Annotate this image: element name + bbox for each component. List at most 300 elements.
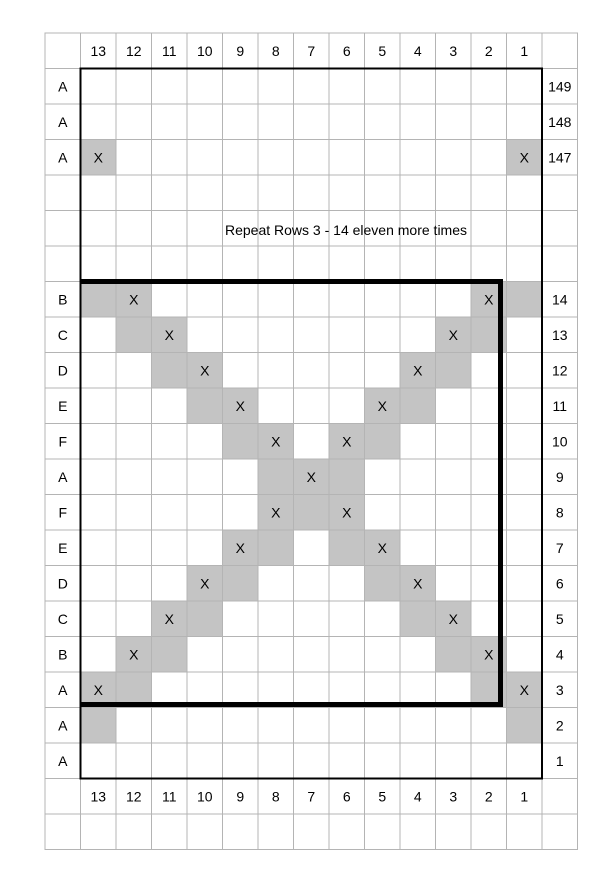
stitch-x-mark: X [271,433,281,450]
shaded-stitch-cell [223,566,259,602]
grid-cell [223,140,259,176]
grid-cell [400,637,436,673]
grid-cell [507,459,543,495]
grid-cell [116,140,152,176]
row-color-letter: C [57,610,68,627]
grid-cell [400,814,436,850]
stitch-x-mark: X [377,397,387,414]
grid-cell [152,140,188,176]
grid-cell [329,175,365,211]
row-color-letter: A [58,78,68,95]
grid-cell [471,140,507,176]
grid-cell [542,211,578,247]
row-number: 14 [552,291,568,308]
stitch-x-mark: X [306,468,316,485]
grid-cell [329,814,365,850]
grid-cell [507,814,543,850]
grid-cell [542,175,578,211]
grid-cells [45,33,578,850]
grid-cell [436,495,472,531]
grid-cell [329,708,365,744]
grid-cell [294,601,330,637]
grid-cell [294,566,330,602]
grid-cell [81,566,117,602]
grid-cell [365,601,401,637]
column-number-top: 1 [520,42,529,59]
grid-cell [116,175,152,211]
grid-cell [294,637,330,673]
grid-cell [294,388,330,424]
grid-cell [365,495,401,531]
grid-cell [116,566,152,602]
grid-cell [436,814,472,850]
shaded-stitch-cell [400,388,436,424]
grid-cell [116,69,152,105]
grid-cell [471,69,507,105]
column-number-top: 7 [307,42,316,59]
grid-cell [400,708,436,744]
grid-cell [81,353,117,389]
grid-cell [471,175,507,211]
grid-cell [258,317,294,353]
stitch-x-mark: X [164,326,174,343]
column-number-bottom: 5 [378,788,387,805]
grid-cell [223,317,259,353]
grid-cell [187,317,223,353]
grid-cell [81,388,117,424]
grid-cell [365,140,401,176]
grid-cell [329,317,365,353]
stitch-x-mark: X [519,149,529,166]
row-number: 12 [552,362,568,379]
stitch-x-mark: X [129,291,139,308]
shaded-stitch-cell [365,566,401,602]
grid-cell [223,743,259,779]
grid-cell [116,424,152,460]
row-color-letter: E [58,539,68,556]
column-number-top: 6 [342,42,351,59]
grid-cell [400,424,436,460]
grid-cell [507,175,543,211]
grid-cell [223,246,259,282]
grid-cell [223,104,259,140]
row-color-letter: A [58,468,68,485]
grid-cell [507,743,543,779]
grid-cell [152,743,188,779]
row-number: 13 [552,326,568,343]
grid-cell [294,708,330,744]
grid-cell [507,424,543,460]
grid-cell [152,246,188,282]
row-number: 6 [555,575,564,592]
grid-cell [507,246,543,282]
stitch-x-mark: X [484,291,494,308]
grid-cell [436,459,472,495]
grid-cell [45,779,81,815]
grid-cell [152,388,188,424]
grid-cell [187,459,223,495]
grid-cell [187,140,223,176]
column-number-top: 13 [90,42,107,59]
shaded-stitch-cell [365,424,401,460]
grid-cell [116,814,152,850]
grid-cell [152,69,188,105]
grid-cell [400,495,436,531]
grid-cell [223,637,259,673]
shaded-stitch-cell [258,459,294,495]
shaded-stitch-cell [400,601,436,637]
column-number-bottom: 3 [449,788,458,805]
grid-cell [365,743,401,779]
grid-cell [187,282,223,318]
grid-cell [116,530,152,566]
grid-cell [116,459,152,495]
column-number-top: 9 [236,42,245,59]
grid-cell [258,175,294,211]
grid-cell [507,211,543,247]
row-number: 9 [555,468,564,485]
shaded-stitch-cell [187,601,223,637]
grid-cell [365,282,401,318]
row-color-letter: A [58,752,68,769]
grid-cell [436,175,472,211]
grid-cell [329,282,365,318]
stitch-x-mark: X [93,681,103,698]
shaded-stitch-cell [187,388,223,424]
grid-cell [400,175,436,211]
grid-cell [187,424,223,460]
shaded-stitch-cell [152,637,188,673]
column-number-bottom: 4 [413,788,422,805]
row-color-letter: A [58,717,68,734]
grid-cell [223,175,259,211]
grid-cell [116,353,152,389]
stitch-x-mark: X [519,681,529,698]
grid-cell [329,246,365,282]
grid-cell [152,424,188,460]
grid-cell [329,353,365,389]
column-number-bottom: 9 [236,788,245,805]
grid-cell [329,601,365,637]
grid-cell [116,708,152,744]
shaded-stitch-cell [294,495,330,531]
grid-cell [258,814,294,850]
grid-cell [187,246,223,282]
grid-cell [81,69,117,105]
row-number: 2 [555,717,564,734]
stitch-x-mark: X [235,397,245,414]
grid-cell [152,708,188,744]
column-number-top: 10 [197,42,213,59]
column-number-bottom: 10 [197,788,213,805]
column-number-top: 3 [449,42,458,59]
row-number: 4 [555,646,564,663]
grid-cell [436,530,472,566]
grid-cell [471,211,507,247]
shaded-stitch-cell [436,637,472,673]
grid-cell [507,388,543,424]
grid-cell [507,530,543,566]
grid-cell [45,175,81,211]
row-color-letter: E [58,397,68,414]
grid-cell [152,104,188,140]
stitch-x-mark: X [342,433,352,450]
grid-cell [258,637,294,673]
grid-cell [542,33,578,69]
grid-cell [542,814,578,850]
grid-cell [187,743,223,779]
grid-cell [223,708,259,744]
column-number-top: 4 [413,42,422,59]
stitch-x-mark: X [235,539,245,556]
grid-cell [152,814,188,850]
grid-cell [471,708,507,744]
row-number: 149 [548,78,572,95]
grid-cell [365,353,401,389]
grid-cell [45,33,81,69]
grid-cell [81,814,117,850]
shaded-stitch-cell [436,353,472,389]
grid-cell [223,353,259,389]
row-color-letter: B [58,646,68,663]
column-number-bottom: 6 [342,788,351,805]
grid-cell [45,814,81,850]
row-color-letter: A [58,149,68,166]
shaded-stitch-cell [81,708,117,744]
stitch-x-mark: X [200,362,210,379]
grid-cell [507,317,543,353]
column-number-bottom: 12 [126,788,142,805]
column-number-top: 8 [271,42,280,59]
shaded-stitch-cell [81,282,117,318]
grid-cell [400,743,436,779]
grid-cell [436,246,472,282]
column-number-top: 2 [484,42,493,59]
row-color-letter: A [58,681,68,698]
grid-cell [507,353,543,389]
grid-cell [81,601,117,637]
shaded-stitch-cell [507,282,543,318]
stitch-x-mark: X [129,646,139,663]
grid-cell [116,246,152,282]
row-color-letter: F [58,504,68,521]
grid-cell [329,637,365,673]
grid-cell [365,317,401,353]
stitch-x-mark: X [164,610,174,627]
grid-cell [152,495,188,531]
stitch-x-mark: X [93,149,103,166]
grid-cell [81,495,117,531]
row-color-letter: C [57,326,68,343]
grid-cell [436,69,472,105]
grid-cell [187,814,223,850]
column-number-bottom: 8 [271,788,280,805]
grid-cell [116,388,152,424]
repeat-note: Repeat Rows 3 - 14 eleven more times [225,222,467,238]
grid-cell [436,743,472,779]
grid-cell [81,175,117,211]
column-number-bottom: 7 [307,788,316,805]
grid-cell [365,637,401,673]
column-number-bottom: 11 [162,788,177,805]
stitch-x-mark: X [413,362,423,379]
column-number-bottom: 1 [520,788,529,805]
grid-cell [436,104,472,140]
grid-cell [223,495,259,531]
stitch-x-mark: X [413,575,423,592]
grid-cell [187,69,223,105]
grid-cell [542,779,578,815]
grid-cell [152,459,188,495]
grid-cell [329,104,365,140]
shaded-stitch-cell [116,317,152,353]
grid-cell [542,246,578,282]
shaded-stitch-cell [258,530,294,566]
grid-cell [294,743,330,779]
shaded-stitch-cell [223,424,259,460]
grid-cell [116,211,152,247]
grid-cell [436,140,472,176]
grid-cell [436,708,472,744]
grid-cell [258,601,294,637]
grid-cell [152,175,188,211]
grid-cell [294,317,330,353]
grid-cell [400,140,436,176]
grid-cell [507,601,543,637]
column-number-bottom: 13 [90,788,107,805]
grid-cell [507,495,543,531]
grid-cell [258,388,294,424]
grid-cell [294,424,330,460]
grid-cell [223,282,259,318]
grid-cell [187,708,223,744]
grid-cell [329,140,365,176]
grid-cell [116,743,152,779]
grid-cell [81,317,117,353]
grid-cell [187,495,223,531]
row-number: 8 [555,504,564,521]
grid-cell [471,104,507,140]
grid-cell [365,175,401,211]
grid-cell [507,69,543,105]
row-number: 147 [548,149,572,166]
grid-cell [400,317,436,353]
grid-cell [507,637,543,673]
grid-cell [81,424,117,460]
grid-cell [329,566,365,602]
shaded-stitch-cell [329,530,365,566]
row-number: 148 [548,113,572,130]
grid-cell [294,530,330,566]
grid-cell [223,601,259,637]
grid-cell [436,282,472,318]
grid-cell [45,246,81,282]
grid-cell [152,566,188,602]
grid-cell [258,708,294,744]
grid-cell [365,459,401,495]
grid-cell [187,530,223,566]
grid-cell [45,211,81,247]
grid-cell [471,743,507,779]
grid-cell [81,530,117,566]
column-number-bottom: 2 [484,788,493,805]
row-number: 11 [552,397,568,414]
grid-cell [81,459,117,495]
stitch-x-mark: X [448,610,458,627]
grid-cell [116,601,152,637]
column-number-top: 5 [378,42,387,59]
row-color-letter: F [58,433,68,450]
grid-cell [223,69,259,105]
row-color-letter: A [58,113,68,130]
row-number: 1 [555,752,564,769]
grid-cell [365,69,401,105]
grid-cell [258,566,294,602]
grid-cell [294,246,330,282]
grid-cell [223,814,259,850]
column-number-top: 12 [126,42,142,59]
row-color-letter: B [58,291,68,308]
grid-cell [400,69,436,105]
grid-cell [152,211,188,247]
grid-cell [81,211,117,247]
grid-cell [400,530,436,566]
grid-cell [329,69,365,105]
stitch-x-mark: X [484,646,494,663]
grid-cell [365,708,401,744]
grid-cell [258,282,294,318]
grid-cell [294,104,330,140]
grid-cell [436,566,472,602]
grid-cell [365,814,401,850]
grid-cell [400,246,436,282]
grid-cell [436,388,472,424]
grid-cell [329,388,365,424]
grid-cell [116,104,152,140]
grid-cell [400,459,436,495]
grid-cell [294,140,330,176]
grid-cell [471,814,507,850]
row-color-letter: D [57,362,68,379]
grid-cell [294,814,330,850]
grid-cell [436,424,472,460]
grid-cell [258,743,294,779]
grid-cell [152,530,188,566]
shaded-stitch-cell [152,353,188,389]
grid-cell [294,353,330,389]
grid-cell [81,743,117,779]
stitch-x-mark: X [271,504,281,521]
grid-cell [116,495,152,531]
grid-cell [258,353,294,389]
grid-cell [294,175,330,211]
row-number: 7 [555,539,564,556]
stitch-x-mark: X [377,539,387,556]
grid-cell [329,743,365,779]
grid-cell [81,637,117,673]
grid-cell [294,69,330,105]
row-number: 3 [555,681,564,698]
grid-cell [258,246,294,282]
grid-cell [81,246,117,282]
grid-cell [365,246,401,282]
grid-cell [507,566,543,602]
grid-cell [294,282,330,318]
grid-cell [187,104,223,140]
grid-cell [365,104,401,140]
grid-cell [400,104,436,140]
column-number-top: 11 [162,42,177,59]
